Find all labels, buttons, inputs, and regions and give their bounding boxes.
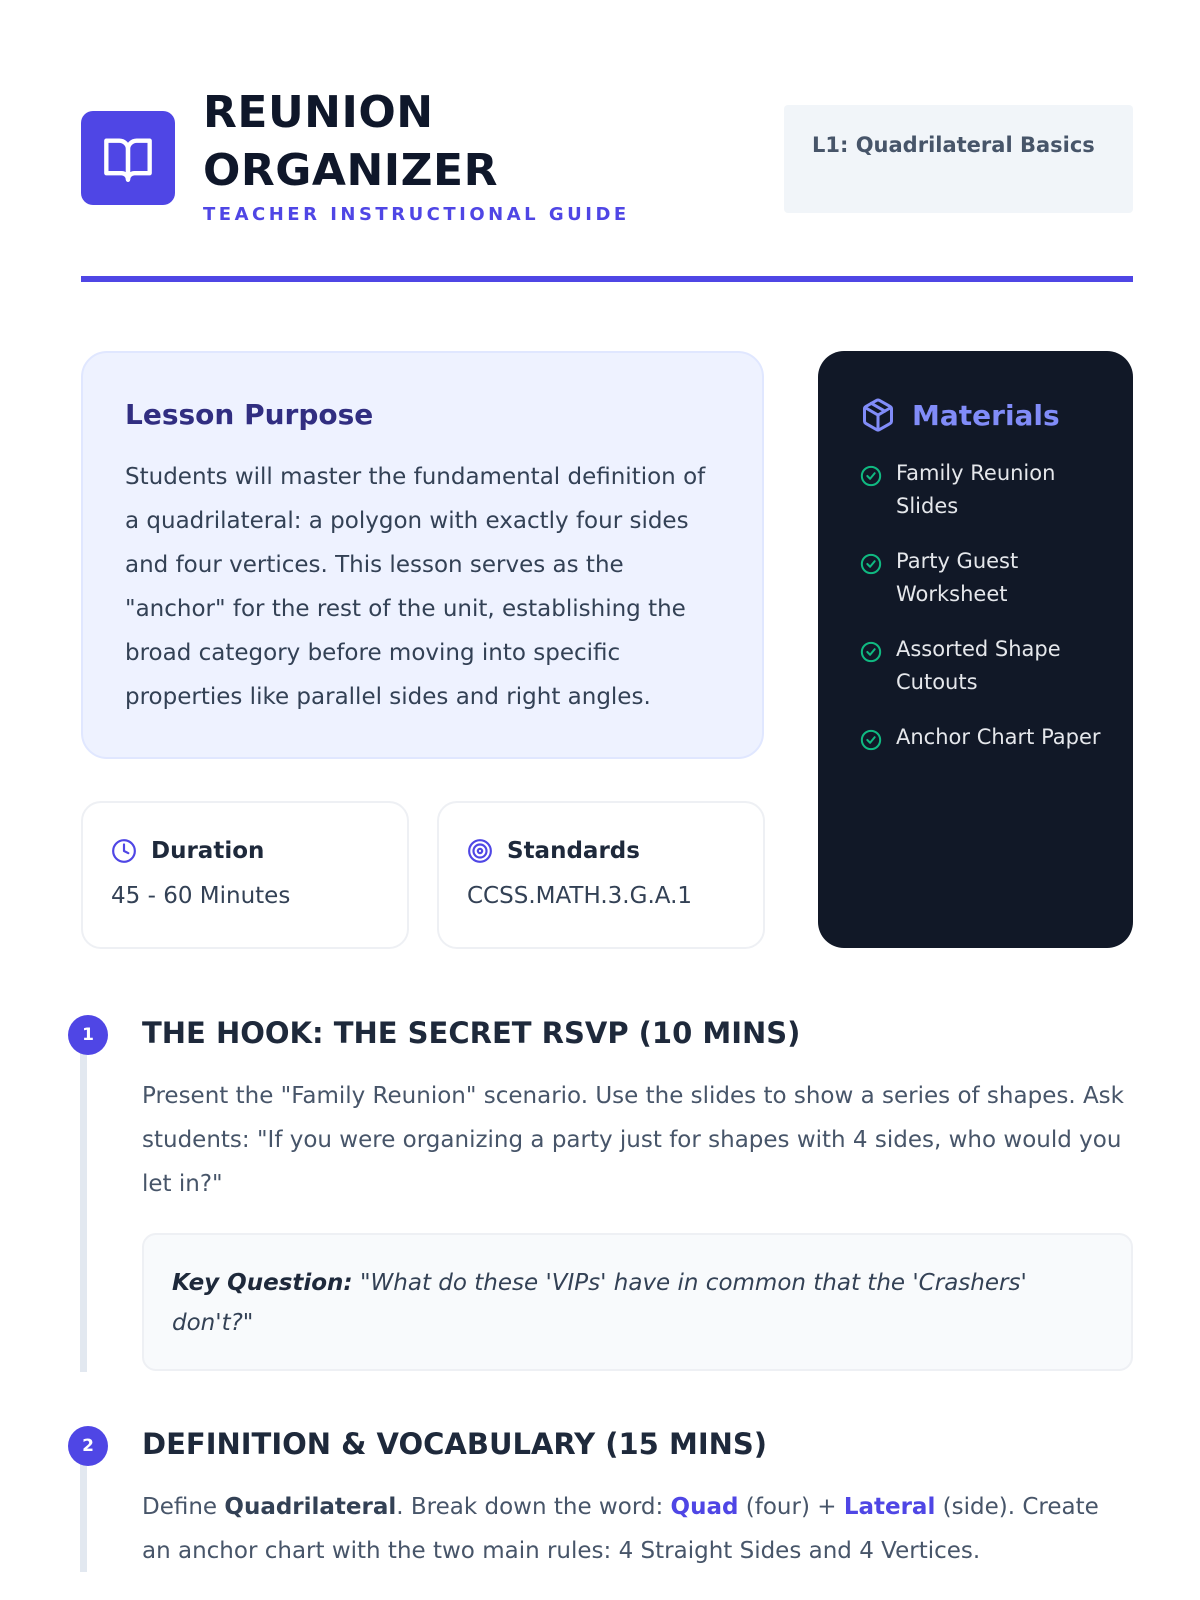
standards-value: CCSS.MATH.3.G.A.1 bbox=[467, 883, 693, 909]
duration-header bbox=[111, 835, 379, 867]
step-body bbox=[142, 1485, 1132, 1573]
check-circle-icon bbox=[860, 553, 882, 575]
package-icon bbox=[860, 397, 896, 433]
step-title: DEFINITION & VOCABULARY (15 MINS) bbox=[142, 1427, 768, 1461]
step-number-badge: 2 bbox=[68, 1426, 108, 1466]
header-divider bbox=[81, 276, 1133, 282]
standards-header bbox=[467, 835, 735, 867]
step-body: Present the "Family Reunion" scenario. Use the slides to show a series of shapes. Ask students: "If you were organizing a party just for shapes with 4 sides, who would you let in?" bbox=[142, 1083, 1124, 1197]
materials-header bbox=[860, 395, 1103, 435]
duration-value: 45 - 60 Minutes bbox=[111, 883, 291, 909]
list-item bbox=[860, 457, 1103, 523]
lesson-tag: L1: Quadrilateral Basics bbox=[784, 105, 1133, 213]
materials-list bbox=[860, 457, 1103, 754]
purpose-title: Lesson Purpose bbox=[125, 398, 374, 431]
vocab-term: Quadrilateral bbox=[224, 1494, 397, 1520]
step-body-text: (four) + bbox=[738, 1494, 844, 1520]
duration-card bbox=[81, 801, 409, 949]
timeline-line bbox=[80, 1036, 87, 1372]
check-circle-icon bbox=[860, 729, 882, 751]
lesson-purpose-card bbox=[81, 351, 764, 759]
step-body-text: (side). Create an anchor chart with the two main rules: 4 Straight Sides and 4 Vertices. bbox=[142, 1494, 1099, 1564]
step-body-text: Define bbox=[142, 1494, 225, 1520]
logo bbox=[81, 111, 175, 205]
standards-card bbox=[437, 801, 765, 949]
step-title: THE HOOK: THE SECRET RSVP (10 MINS) bbox=[142, 1016, 801, 1050]
list-item bbox=[860, 633, 1103, 699]
key-question-box bbox=[142, 1233, 1133, 1371]
vocab-lateral: Lateral bbox=[843, 1494, 936, 1520]
step-body-text: . Break down the word: bbox=[396, 1494, 671, 1520]
vocab-quad: Quad bbox=[670, 1494, 739, 1520]
open-book-icon bbox=[102, 134, 154, 182]
list-item bbox=[860, 721, 1103, 754]
check-circle-icon bbox=[860, 465, 882, 487]
material-label: Family Reunion Slides bbox=[896, 461, 1056, 518]
step-number-badge: 1 bbox=[68, 1015, 108, 1055]
list-item bbox=[860, 545, 1103, 611]
page-header bbox=[81, 84, 1133, 244]
page-subtitle: TEACHER INSTRUCTIONAL GUIDE bbox=[203, 204, 630, 225]
page-title-line1: REUNION bbox=[203, 87, 434, 138]
material-label: Anchor Chart Paper bbox=[896, 725, 1101, 749]
target-icon bbox=[467, 838, 493, 864]
check-circle-icon bbox=[860, 641, 882, 663]
key-question-label: Key Question: bbox=[172, 1270, 353, 1296]
title-block bbox=[203, 84, 630, 225]
standards-label: Standards bbox=[507, 838, 640, 864]
materials-panel bbox=[818, 351, 1133, 948]
material-label: Assorted Shape Cutouts bbox=[896, 637, 1061, 694]
key-question-text: "What do these 'VIPs' have in common that the 'Crashers' don't?" bbox=[172, 1270, 1027, 1336]
material-label: Party Guest Worksheet bbox=[896, 549, 1019, 606]
materials-title: Materials bbox=[912, 398, 1060, 432]
purpose-body: Students will master the fundamental definition of a quadrilateral: a polygon with exactly four sides and four vertices. This lesson serves as the "anchor" for the rest of the unit, establishing the broad category before moving into specific properties like parallel sides and right angles. bbox=[125, 464, 706, 710]
duration-label: Duration bbox=[151, 838, 265, 864]
clock-icon bbox=[111, 838, 137, 864]
page-title-line2: ORGANIZER bbox=[203, 145, 498, 196]
